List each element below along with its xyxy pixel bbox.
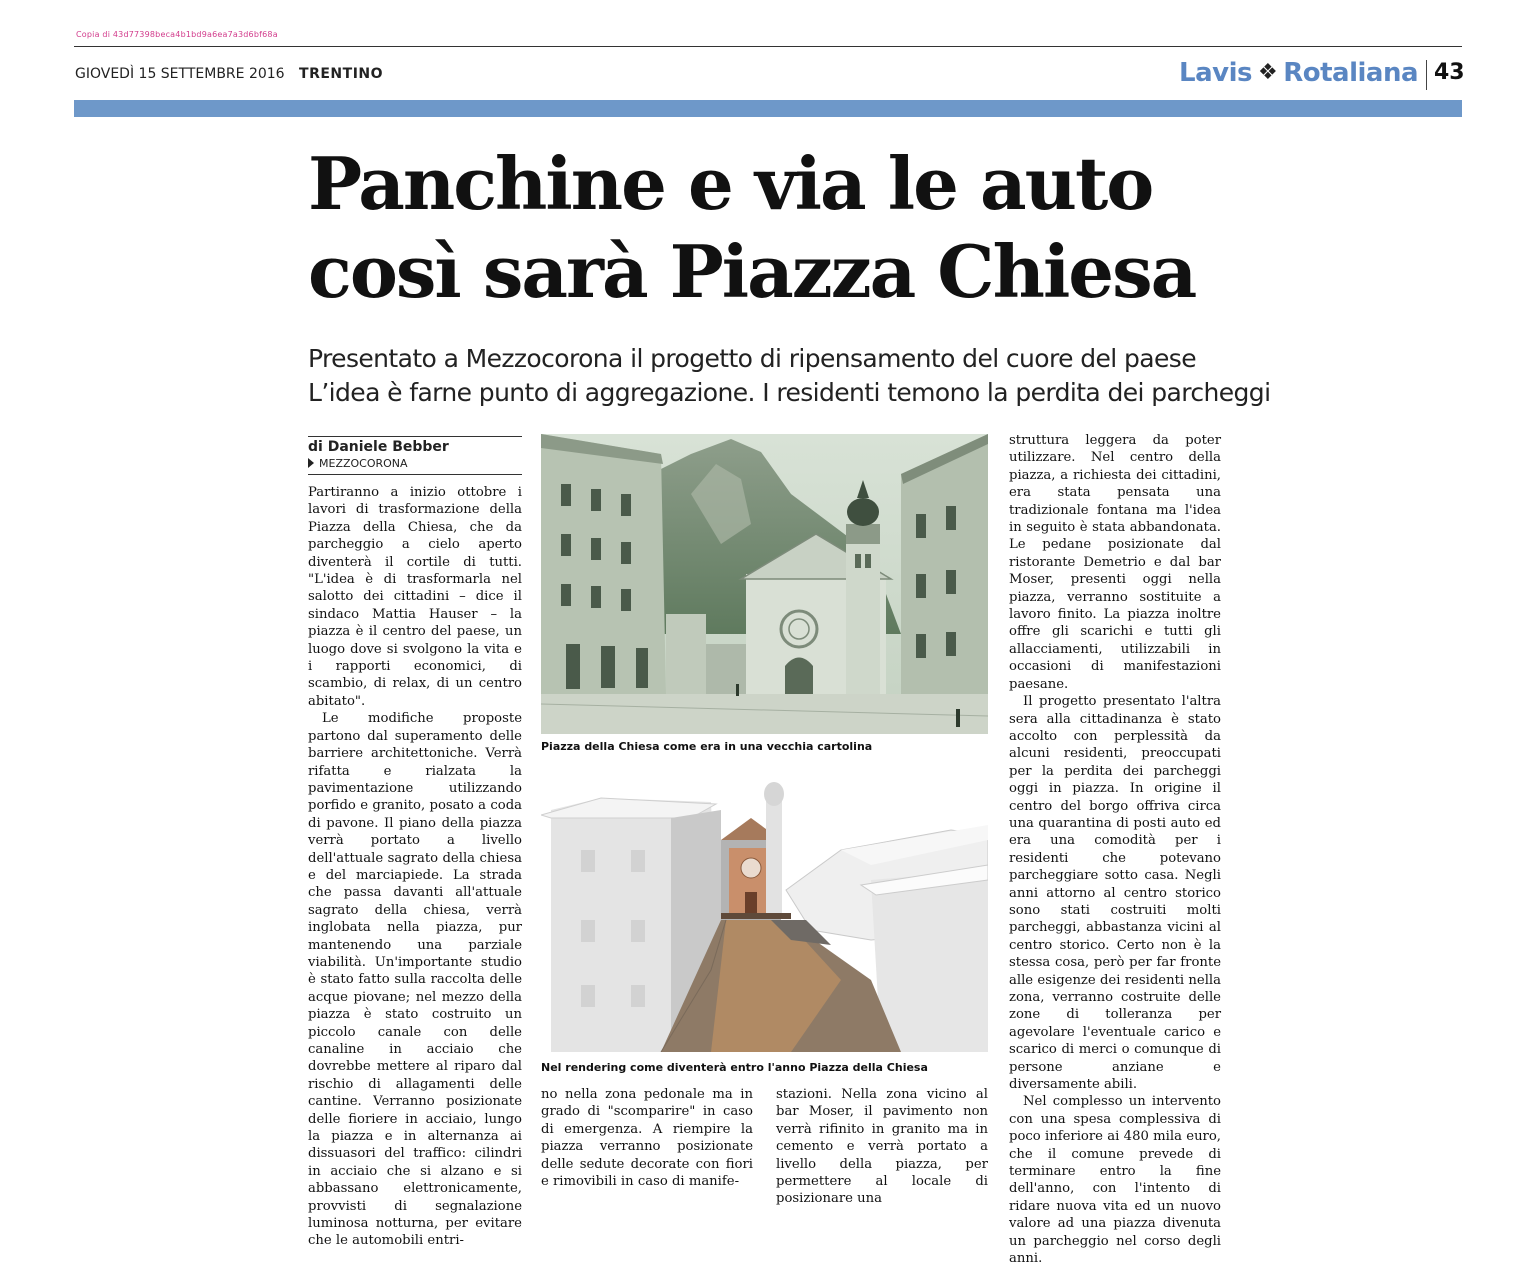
page-number: 43 <box>1434 60 1465 85</box>
section-band <box>74 100 1462 117</box>
issue-date: GIOVEDÌ 15 SETTEMBRE 2016 <box>75 66 285 82</box>
byline <box>308 436 522 475</box>
paragraph: no nella zona pedonale ma in grado di "scomparire" in caso di emergenza. A riempire la piazza verranno posizionate delle sedute decorate con fiori e rimovibili in caso di manife- <box>541 1087 753 1190</box>
rendering-image <box>541 770 988 1052</box>
paragraph: stazioni. Nella zona vicino al bar Moser, il pavimento non verrà rifinito in granito ma in cemento e verrà portato a livello della piazza, per permettere al locale di posizionare una <box>776 1087 988 1207</box>
paragraph: Nel complesso un intervento con una spesa complessiva di poco inferiore ai 480 mila euro, che il comune prevede di terminare entro la fine dell'anno, con l'intento di ridare nuova vita ed un nuovo valore ad una piazza divenuta un parcheggio nel corso degli anni. <box>1009 1094 1221 1267</box>
author: di Daniele Bebber <box>308 439 449 455</box>
dateline-location: MEZZOCORONA <box>308 457 522 470</box>
headline-line-1: Panchine e via le auto <box>308 141 1153 226</box>
top-rule <box>74 46 1462 47</box>
page-number-separator <box>1426 60 1427 90</box>
subheadline-line-2: L’idea è farne punto di aggregazione. I residenti temono la perdita dei parcheggi <box>308 378 1271 407</box>
rendering-caption: Nel rendering come diventerà entro l'anno Piazza della Chiesa <box>541 1061 928 1074</box>
diamond-icon: ❖ <box>1257 60 1278 85</box>
paragraph: Partiranno a inizio ottobre i lavori di trasformazione della Piazza della Chiesa, che da parcheggio a cielo aperto diventerà il cortile di tutti. "L'idea è di trasformarla nel salotto dei cittadini – dice il sindaco Mattia Hauser – la piazza è il centro del paese, un luogo dove si svolgono la vita e i rapporti economici, di scambio, di relax, di un centro abitato". <box>308 485 522 709</box>
article-column-3 <box>776 1086 988 1208</box>
photo-caption: Piazza della Chiesa come era in una vecchia cartolina <box>541 740 873 753</box>
paragraph: Il progetto presentato l'altra sera alla cittadinanza è stato accolto con perplessità da alcuni residenti, preoccupati per la perdita dei parcheggi oggi in piazza. In origine il centro del borgo offriva circa una quarantina di posti auto ed era una comodità per i residenti che potevano parcheggiare sotto casa. Negli anni attorno al centro storico sono stati costruiti molti parcheggi, abbastanza vicini al centro storico. Certo non è la stessa cosa, però per far fronte alle esigenze dei residenti nella zona, verranno costruite delle zone di tolleranza per agevolare l'eventuale carico e scarico di merci o comunque di persone anziane e diversamente abili. <box>1009 694 1221 1093</box>
article-column-4 <box>1009 432 1221 1268</box>
subheadline-line-1: Presentato a Mezzocorona il progetto di ripensamento del cuore del paese <box>308 344 1196 373</box>
headline-line-2: così sarà Piazza Chiesa <box>308 228 1196 314</box>
article-column-1 <box>308 484 522 1250</box>
dateline <box>75 66 383 82</box>
subheadline <box>308 342 1270 410</box>
paragraph: Le modifiche proposte partono dal superamento delle barriere architettoniche. Verrà rifatta e rialzata la pavimentazione utilizzando porfido e granito, posato a coda di pavone. Il piano della piazza verrà portato a livello dell'attuale sagrato della chiesa e del marciapiede. La strada che passa davanti all'attuale sagrato della chiesa, verrà inglobata nella piazza, pur mantenendo una parziale viabilità. Un'importante studio è stato fatto sulla raccolta delle acque piovane; nel mezzo della piazza è stato costruito un piccolo canale con delle canaline in acciaio che dovrebbe mettere al riparo dal rischio di allagamenti delle cantine. Verranno posizionate delle fioriere in acciaio, lungo la piazza e in alternanza ai dissuasori del traffico: cilindri in acciaio che si alzano e si abbassano elettronicamente, provvisti di segnalazione luminosa notturna, per evitare che le automobili entri- <box>308 711 522 1249</box>
triangle-icon <box>308 458 314 468</box>
section-left: Lavis <box>1179 58 1252 88</box>
newspaper-name: TRENTINO <box>299 66 384 82</box>
headline <box>308 140 1195 316</box>
section-right: Rotaliana <box>1283 58 1418 88</box>
section-title <box>1179 58 1418 88</box>
old-postcard-photo <box>541 434 988 734</box>
article-column-2 <box>541 1086 753 1190</box>
copyright-stamp: Copia di 43d77398beca4b1bd9a6ea7a3d6bf68a <box>76 30 278 39</box>
paragraph: struttura leggera da poter utilizzare. Nel centro della piazza, a richiesta dei cittadini, era stata pensata una tradizionale fontana ma l'idea in seguito è stata abbandonata. Le pedane posizionate dal ristorante Demetrio e dal bar Moser, presenti oggi nella piazza, verranno sostituite a lavoro finito. La piazza inoltre offre gli scarichi e tutti gli allacciamenti, utilizzabili in occasioni di manifestazioni paesane. <box>1009 433 1221 692</box>
